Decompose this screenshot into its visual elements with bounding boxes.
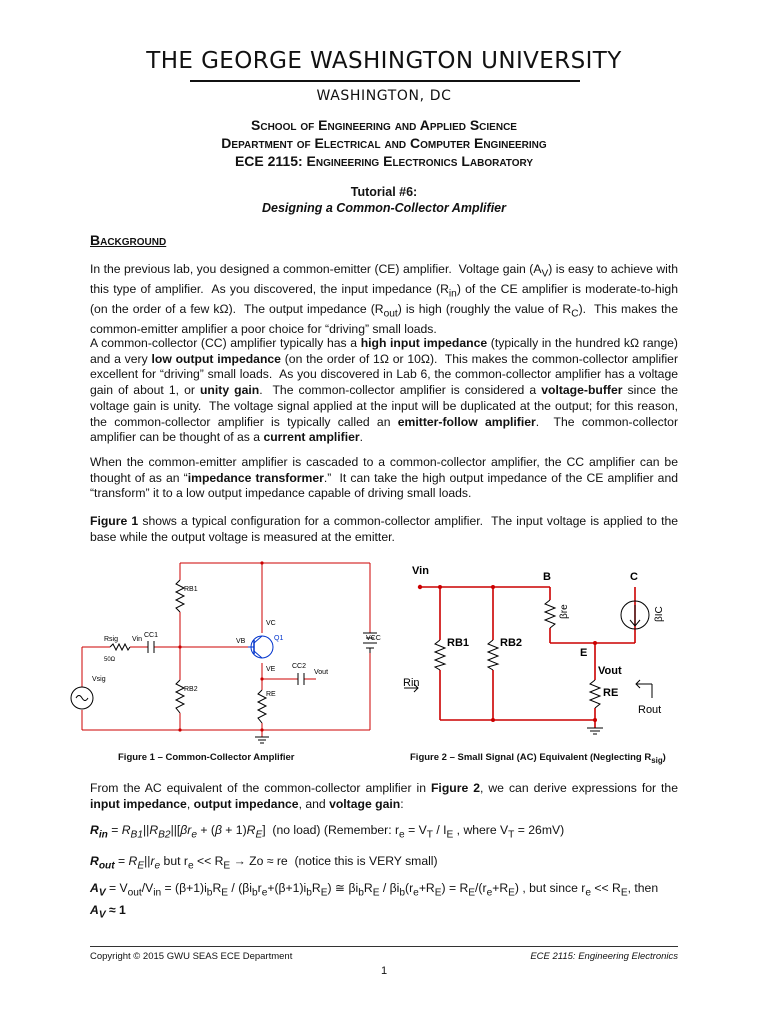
rb1-resistor: [176, 580, 184, 612]
equation-av: $A_V = V_{out}/V_{in} = (\beta+1)i_bR_E / (\beta i_br_e+(\beta+1)i_bR_E)$ ≅ $\beta i_bR_E / \beta i_b(r_e+R_E) = R_E/(r_e+R_E)$ , but since $r_e << R_E$, then: [90, 881, 659, 899]
page-number: 1: [380, 965, 388, 977]
fig2-label-vin: Vin: [412, 565, 429, 577]
figure1-caption: Figure 1 – Common-Collector Amplifier: [118, 752, 295, 763]
fig2-rb2-resistor: [488, 640, 498, 670]
re-resistor: [258, 690, 266, 723]
tutorial-number: Tutorial #6:: [350, 185, 418, 199]
label-vout: Vout: [314, 669, 329, 676]
fig2-label-c: C: [630, 571, 638, 583]
label-cc2: CC2: [292, 663, 307, 670]
fig2-label-rout: Rout: [638, 704, 662, 716]
course-title: ECE 2115: Engineering Electronics Laboratory: [234, 153, 534, 169]
rb2-resistor: [176, 680, 184, 713]
label-ve: VE: [266, 666, 276, 673]
paragraph-intro: In the previous lab, you designed a common-emitter (CE) amplifier. Voltage gain $(A_V)$ is easy to achieve with this type of amplifier. As you discovered, the input impedance $(R_{in})$ of the CE amplifier is moderate-to-high (on the order of a few kΩ). The output impedance $(R_{out})$ is high (roughly the value of $R_C$). This makes the common-emitter amplifier a poor choice for “driving” small loads.: [90, 262, 679, 337]
paragraph-cascade: When the common-emitter amplifier is cascaded to a common-collector amplifier, the CC amplifier can be thought of as an “impedance transformer.” It can take the high output impedance of the CE amplifier and “transform” it to a low output impedance capable of driving small loads.: [90, 455, 679, 501]
label-rsig: Rsig: [104, 636, 119, 643]
section-heading: Background: [90, 232, 167, 248]
fig2-bre-resistor: [545, 600, 555, 628]
department-name: Department of Electrical and Computer Engineering: [221, 135, 547, 151]
label-rb2: RB2: [184, 686, 198, 693]
figure2-schematic: [400, 560, 690, 750]
label-re: RE: [266, 691, 276, 698]
equation-rout: $R_{out} = R_E||r_e$ but $r_e << R_E \to Zo$ ≈ re (notice this is VERY small): [90, 854, 438, 872]
fig2-label-vout: Vout: [598, 665, 622, 677]
paragraph-cc-amplifier: A common-collector (CC) amplifier typically has a high input impedance (typically in the hundred kΩ range) and a very low output impedance (on the order of 1Ω or 10Ω). This makes the common-collector amplifier excellent for “driving” small loads. As you discovered in Lab 6, the common-collector amplifier has a voltage gain of about 1, or unity gain. The common-collector amplifier is considered a voltage-buffer since the voltage gain is unity. The voltage signal applied at the input will be duplicated at the output; for this reason, the common-collector amplifier is typically called an emitter-follow amplifier. The common-collector amplifier can be thought of as a current amplifier.: [90, 336, 679, 445]
label-vb: VB: [236, 638, 246, 645]
fig2-label-e: E: [580, 647, 588, 659]
fig2-label-b: B: [543, 571, 551, 583]
label-q1: Q1: [274, 635, 284, 642]
school-name: School of Engineering and Applied Science: [251, 117, 517, 133]
fig2-rb1-resistor: [435, 640, 445, 670]
figure2-caption: Figure 2 – Small Signal (AC) Equivalent (Neglecting $R_{sig}$): [410, 752, 666, 765]
university-name: THE GEORGE WASHINGTON UNIVERSITY: [146, 48, 622, 74]
fig2-re-resistor: [590, 680, 600, 708]
footer-rule: [90, 946, 678, 947]
university-location: WASHINGTON, DC: [316, 88, 452, 104]
footer-copyright: Copyright © 2015 GWU SEAS ECE Department: [90, 951, 293, 962]
label-rb1: RB1: [184, 586, 198, 593]
paragraph-figure-ref: Figure 1 shows a typical configuration for a common-collector amplifier. The input voltage is applied to the base while the output voltage is measured at the emitter.: [90, 514, 679, 544]
fig2-label-rin: Rin: [403, 677, 420, 689]
label-vin: Vin: [132, 636, 142, 643]
label-vsig: Vsig: [92, 676, 106, 683]
fig2-label-rb1: RB1: [447, 637, 470, 649]
footer-course: ECE 2115: Engineering Electronics: [530, 951, 678, 962]
header-rule: [190, 80, 580, 82]
fig2-label-re: RE: [603, 687, 619, 699]
label-vcc: VCC: [366, 635, 381, 642]
figure1-schematic: [70, 555, 390, 750]
equation-rin: $R_{in} = R_{B1}||R_{B2}||[\beta r_e + (\beta + 1)R_E]$ (no load) (Remember: $r_e = V_T / I_E$ , where $V_T = 26mV$): [90, 823, 565, 841]
fig2-label-bre: βre: [559, 604, 570, 619]
rsig-resistor: [110, 644, 130, 650]
paragraph-derive: From the AC equivalent of the common-collector amplifier in Figure 2, we can derive expressions for the input impedance, output impedance, and voltage gain:: [90, 781, 678, 811]
fig2-label-bic: βIC: [654, 606, 665, 622]
equation-av-approx: $A_V \approx 1$: [90, 903, 126, 921]
label-vc: VC: [266, 620, 276, 627]
label-cc1: CC1: [144, 632, 159, 639]
label-rsig-value: 50Ω: [104, 657, 116, 663]
fig2-label-rb2: RB2: [500, 637, 523, 649]
tutorial-title: Designing a Common-Collector Amplifier: [261, 201, 506, 215]
